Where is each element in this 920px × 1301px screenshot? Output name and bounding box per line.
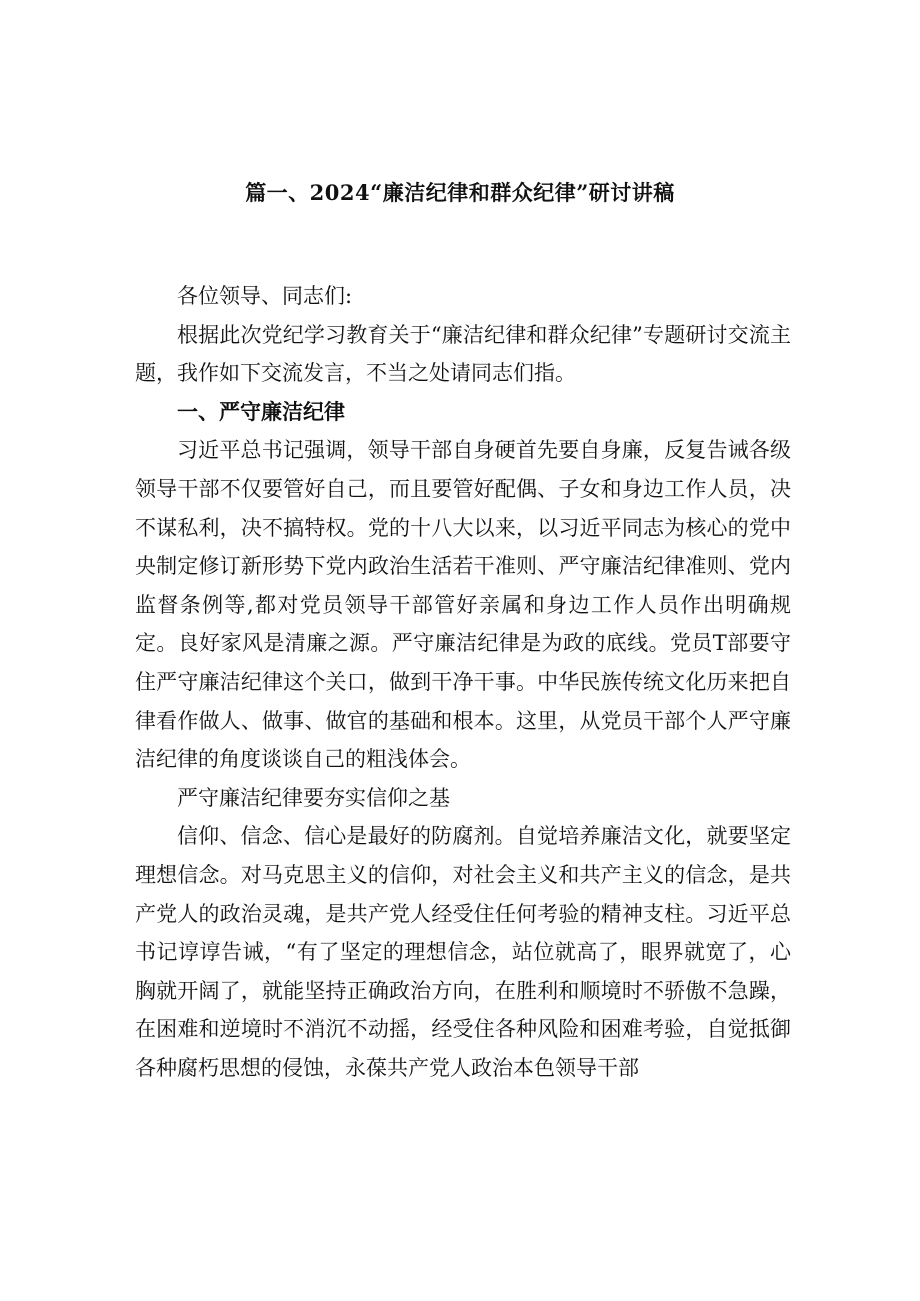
body-paragraph: 习近平总书记强调，领导干部自身硬首先要自身廉，反复告诫各级领导干部不仅要管好自己，而且要管好配偶、子女和身边工作人员，决不谋私利，决不搞特权。党的十八大以来，以习近平同志为核心的党中央制定修订新形势下党内政治生活若干准则、严守廉洁纪律准则、党内监督条例等,都对党员领导干部管好亲属和身边工作人员作出明确规定。良好家风是清廉之源。严守廉洁纪律是为政的底线。党员T部要守住严守廉洁纪律这个关口，做到干净干事。中华民族传统文化历来把自律看作做人、做事、做官的基础和根本。这里，从党员干部个人严守廉洁纪律的角度谈谈自己的粗浅体会。 (135, 438, 791, 772)
greeting-paragraph: 各位领导、同志们: (177, 284, 353, 308)
intro-paragraph: 根据此次党纪学习教育关于“廉洁纪律和群众纪律”专题研讨交流主题，我作如下交流发言，不当之处请同志们指。 (135, 322, 791, 386)
body-paragraph: 信仰、信念、信心是最好的防腐剂。自觉培养廉洁文化，就要坚定理想信念。对马克思主义的信仰，对社会主义和共产主义的信念，是共产党人的政治灵魂，是共产党人经受住任何考验的精神支柱。习近平总书记谆谆告诫，“有了坚定的理想信念，站位就高了，眼界就宽了，心胸就开阔了，就能坚持正确政治方向，在胜利和顺境时不骄傲不急躁，在困难和逆境时不消沉不动摇，经受住各种风险和困难考验，自觉抵御各种腐朽思想的侵蚀，永葆共产党人政治本色领导干部 (135, 824, 791, 1080)
document-body (135, 277, 791, 1087)
document-title: 篇一、2024“廉洁纪律和群众纪律”研讨讲稿 (245, 180, 675, 205)
subheading-paragraph: 严守廉洁纪律要夯实信仰之基 (177, 785, 450, 810)
section-heading: 一、严守廉洁纪律 (177, 398, 345, 424)
